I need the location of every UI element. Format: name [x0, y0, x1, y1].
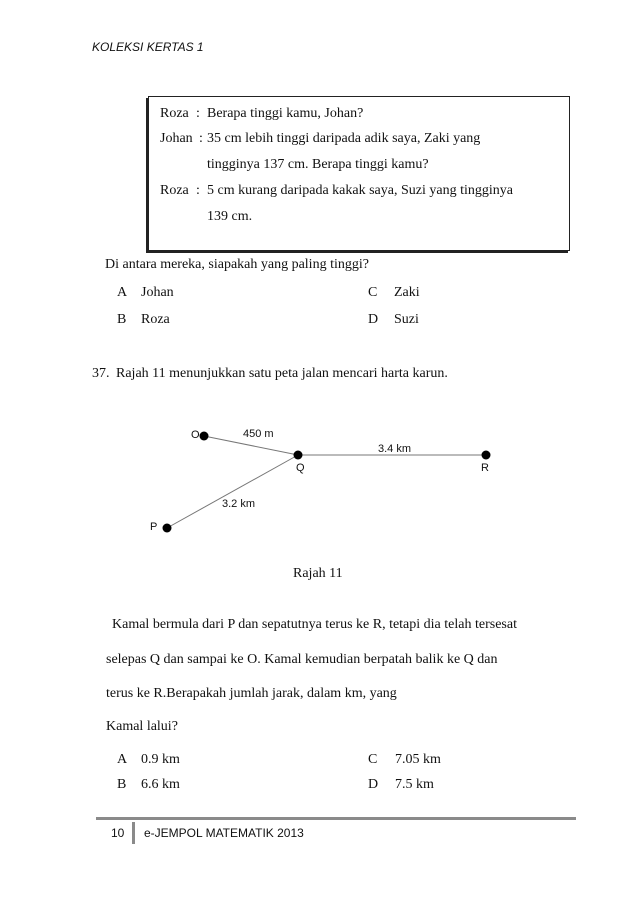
- point-r-dot: [482, 451, 491, 460]
- question-37-body-line: selepas Q dan sampai ke O. Kamal kemudian berpatah balik ke Q dan: [106, 652, 498, 667]
- dialogue-line: 139 cm.: [207, 209, 253, 224]
- option-text: Zaki: [394, 285, 420, 300]
- point-o-dot: [200, 432, 209, 441]
- colon: :: [196, 183, 200, 198]
- option-text: 7.05 km: [395, 752, 441, 767]
- diagram-caption: Rajah 11: [293, 566, 343, 581]
- option-text: 0.9 km: [141, 752, 180, 767]
- page-number: 10: [111, 826, 125, 840]
- option-text: 6.6 km: [141, 777, 180, 792]
- distance-oq-label: 450 m: [243, 428, 274, 440]
- point-p-label: P: [150, 521, 158, 533]
- option-letter: C: [368, 285, 378, 300]
- dialogue-line: 35 cm lebih tinggi daripada adik saya, Zaki yang: [207, 131, 481, 146]
- question-37-body-line: Kamal lalui?: [106, 719, 178, 734]
- dialogue-line: tingginya 137 cm. Berapa tinggi kamu?: [207, 157, 429, 172]
- option-letter: D: [368, 777, 379, 792]
- question-37-intro: Rajah 11 menunjukkan satu peta jalan mencari harta karun.: [116, 366, 448, 381]
- question-37-number: 37.: [92, 366, 110, 381]
- speaker-roza-2: Roza: [160, 183, 189, 198]
- point-p-dot: [163, 524, 172, 533]
- question-37-body-line: terus ke R.Berapakah jumlah jarak, dalam km, yang: [106, 686, 397, 701]
- option-text: Suzi: [394, 312, 419, 327]
- option-text: Roza: [141, 312, 170, 327]
- footer-title: e-JEMPOL MATEMATIK 2013: [144, 826, 304, 840]
- option-letter: A: [117, 752, 128, 767]
- colon: :: [196, 106, 200, 121]
- option-text: 7.5 km: [395, 777, 434, 792]
- footer-divider: [96, 817, 576, 820]
- distance-pq-label: 3.2 km: [222, 498, 256, 510]
- speaker-roza-1: Roza: [160, 106, 189, 121]
- page-header: KOLEKSI KERTAS 1: [92, 40, 204, 54]
- option-letter: B: [117, 777, 127, 792]
- dialogue-line: Berapa tinggi kamu, Johan?: [207, 106, 364, 121]
- distance-qr-label: 3.4 km: [378, 443, 412, 455]
- question-37-body-line: Kamal bermula dari P dan sepatutnya terus ke R, tetapi dia telah tersesat: [112, 617, 517, 632]
- option-letter: C: [368, 752, 378, 767]
- question-36-text: Di antara mereka, siapakah yang paling tinggi?: [105, 257, 369, 272]
- option-letter: A: [117, 285, 128, 300]
- dialogue-line: 5 cm kurang daripada kakak saya, Suzi yang tingginya: [207, 183, 513, 198]
- point-o-label: O: [191, 429, 200, 441]
- colon: :: [199, 131, 203, 146]
- point-q-dot: [294, 451, 303, 460]
- point-r-label: R: [481, 462, 489, 474]
- option-letter: B: [117, 312, 127, 327]
- option-text: Johan: [141, 285, 174, 300]
- option-letter: D: [368, 312, 379, 327]
- footer-separator: [132, 822, 135, 844]
- speaker-johan: Johan: [160, 131, 193, 146]
- path-p-q: [167, 455, 298, 528]
- point-q-label: Q: [296, 462, 305, 474]
